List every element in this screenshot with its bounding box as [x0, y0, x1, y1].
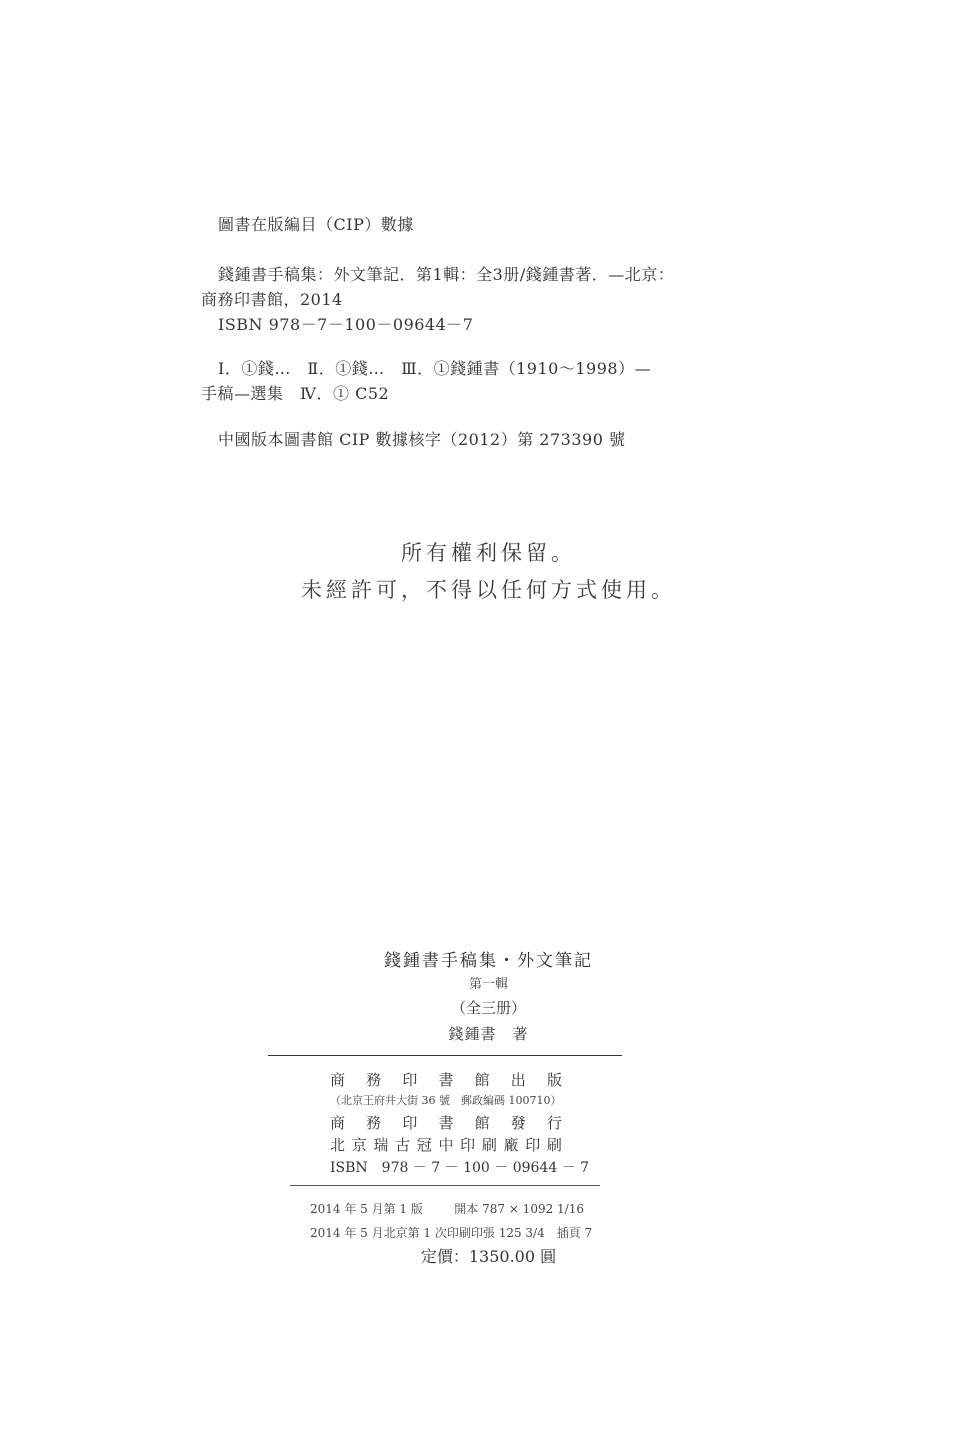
colophon-volumes: （全三册）	[450, 999, 526, 1017]
colophon-series: 第一輯	[468, 977, 508, 992]
cip-line-subjects: Ⅰ．①錢… Ⅱ．①錢… Ⅲ．①錢鍾書（1910～1998）—	[218, 359, 652, 378]
colophon-printing-row	[310, 1224, 593, 1241]
colophon-distributor	[330, 1112, 562, 1133]
colophon-top-rule	[268, 1055, 622, 1056]
colophon-edition-row	[310, 1200, 584, 1217]
publisher-char: 商	[330, 1071, 346, 1089]
colophon-bottom-rule	[290, 1185, 600, 1186]
distributor-char: 印	[402, 1114, 418, 1132]
printer-char: 冠	[416, 1136, 432, 1154]
cip-heading: 圖書在版編目（CIP）數據	[218, 215, 414, 234]
cip-line-title: 錢鍾書手稿集：外文筆記．第1輯：全3册/錢鍾書著．—北京：	[218, 265, 675, 284]
printing-text: 2014 年 5 月北京第 1 次印刷	[310, 1226, 471, 1240]
printer-char: 印	[460, 1136, 476, 1154]
distributor-char: 館	[474, 1114, 490, 1132]
publisher-char: 印	[402, 1071, 418, 1089]
cip-line-publisher: 商務印書館，2014	[201, 290, 343, 309]
distributor-char: 行	[546, 1114, 562, 1132]
rights-reserved: 所有權利保留。	[401, 541, 576, 565]
cip-line-record-number: 中國版本圖書館 CIP 數據核字（2012）第 273390 號	[218, 430, 626, 449]
edition-text: 2014 年 5 月第 1 版	[310, 1202, 423, 1216]
distributor-char: 書	[438, 1114, 454, 1132]
colophon-address: （北京王府井大街 36 號 郵政編碼 100710）	[330, 1094, 562, 1107]
colophon-author: 錢鍾書 著	[448, 1025, 529, 1043]
printer-char: 古	[395, 1136, 411, 1154]
printer-char: 京	[351, 1136, 367, 1154]
cip-line-classification: 手稿—選集 Ⅳ．① C52	[201, 384, 390, 403]
colophon-isbn: ISBN 978 － 7 － 100 － 09644 － 7	[330, 1160, 590, 1176]
printer-char: 刷	[481, 1136, 497, 1154]
distributor-char: 發	[510, 1114, 526, 1132]
printer-char: 廠	[503, 1136, 519, 1154]
distributor-char: 務	[366, 1114, 382, 1132]
publisher-char: 書	[438, 1071, 454, 1089]
printer-char: 北	[330, 1136, 346, 1154]
publisher-char: 務	[366, 1071, 382, 1089]
publisher-char: 出	[510, 1071, 526, 1089]
printer-char: 中	[438, 1136, 454, 1154]
colophon-printer	[330, 1134, 562, 1155]
colophon-title: 錢鍾書手稿集・外文筆記	[384, 951, 593, 971]
printer-char: 印	[525, 1136, 541, 1154]
publisher-char: 版	[546, 1071, 562, 1089]
publisher-char: 館	[474, 1071, 490, 1089]
distributor-char: 商	[330, 1114, 346, 1132]
colophon-publisher	[330, 1069, 562, 1090]
printer-char: 瑞	[373, 1136, 389, 1154]
rights-notice: 未經許可，不得以任何方式使用。	[301, 578, 676, 602]
format-text: 開本 787 × 1092 1/16	[454, 1202, 584, 1216]
cip-line-isbn: ISBN 978－7－100－09644－7	[218, 315, 474, 334]
sheets-text: 印張 125 3/4 插頁 7	[470, 1226, 593, 1240]
colophon-price: 定價：1350.00 圓	[420, 1247, 557, 1266]
printer-char: 刷	[546, 1136, 562, 1154]
